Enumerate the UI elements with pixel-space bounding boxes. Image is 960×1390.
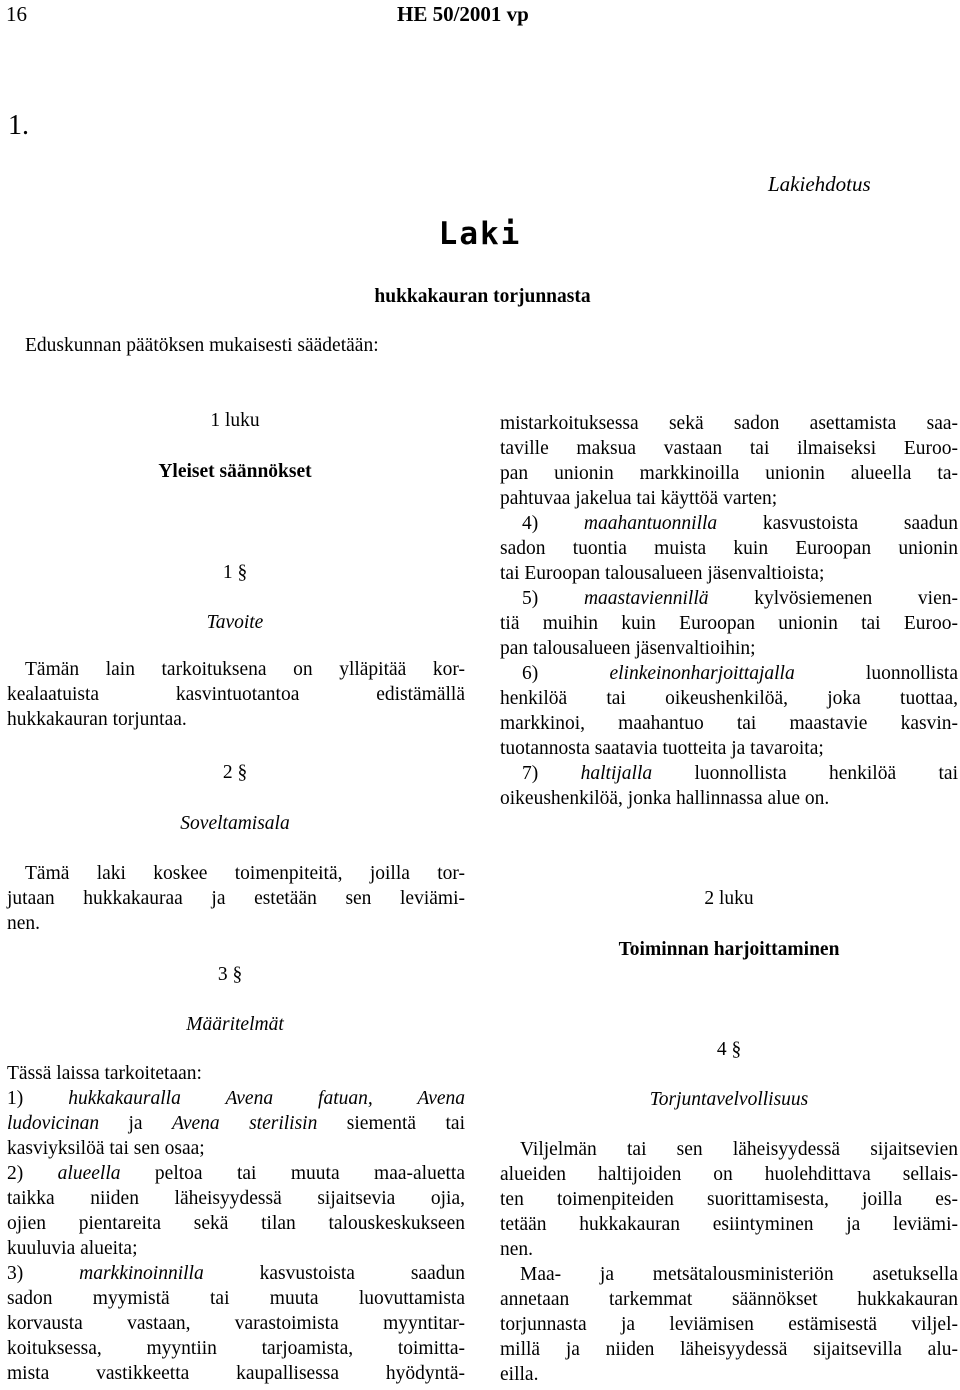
- text-line: ojien pientareita sekä tilan talouskeskukseen: [7, 1213, 465, 1234]
- section-text: [7, 861, 465, 936]
- definition-line: [522, 511, 958, 536]
- defined-term: maastaviennillä: [583, 588, 709, 609]
- text: kylvösiemenen vien-: [708, 588, 959, 609]
- section-number: 1 §: [222, 562, 248, 583]
- definitions-continued: [500, 411, 958, 811]
- section-text: [500, 1137, 958, 1387]
- text-line: tiä muihin kuin Euroopan unionin tai Euroo-: [500, 613, 958, 634]
- text: 1): [7, 1088, 69, 1109]
- text-line: kuuluvia alueita;: [7, 1238, 138, 1259]
- text-line: koituksessa, myyntiin tarjoamista, toimitta-: [7, 1338, 465, 1359]
- proposal-label: Lakiehdotus: [768, 172, 871, 196]
- text-line: Tässä laissa tarkoitetaan:: [7, 1063, 202, 1084]
- law-subtitle: hukkakauran torjunnasta: [374, 286, 591, 307]
- text: luonnollista: [794, 663, 958, 684]
- defined-term: markkinoinnilla: [79, 1263, 204, 1284]
- definition-line: [522, 761, 958, 786]
- text-line: kasviyksilöä tai sen osaa;: [7, 1138, 205, 1159]
- text-line: markkinoi, maahantuo tai maastavie kasvin-: [500, 713, 958, 734]
- document-id: HE 50/2001 vp: [397, 2, 529, 26]
- text-line: tuotannosta saatavia tuotteita ja tavaroita;: [500, 738, 824, 759]
- definition-line: [7, 1111, 465, 1136]
- text-line: Viljelmän tai sen läheisyydessä sijaitsevien: [520, 1139, 958, 1160]
- text-line: ten toimenpiteiden suorittamisesta, joilla es-: [500, 1189, 958, 1210]
- text-line: pan unionin markkinoilla unionin alueella ta-: [500, 463, 958, 484]
- enactment-clause: Eduskunnan päätöksen mukaisesti säädetään:: [25, 335, 379, 356]
- defined-term: Avena sterilisin: [172, 1113, 318, 1134]
- text: luonnollista henkilöä tai: [652, 763, 958, 784]
- section-title: Torjuntavelvollisuus: [649, 1089, 809, 1110]
- text-line: pahtuvaa jakelua tai käyttöä varten;: [500, 488, 778, 509]
- text-line: tai Euroopan talousalueen jäsenvaltioista;: [500, 563, 825, 584]
- chapter-number: 1 luku: [210, 410, 260, 431]
- text-line: tetään hukkakauran esiintyminen ja leviämi-: [500, 1214, 958, 1235]
- definition-line: [7, 1161, 465, 1186]
- section-title: Määritelmät: [186, 1014, 284, 1035]
- text-line: taville maksua vastaan tai ilmaiseksi Euroo-: [500, 438, 958, 459]
- section-title: Tavoite: [206, 612, 264, 633]
- section-text: [7, 657, 465, 732]
- text: kasvustoista saadun: [203, 1263, 465, 1284]
- text: peltoa tai muuta maa-aluetta: [120, 1163, 465, 1184]
- text: 6): [522, 663, 610, 684]
- text: kasvustoista saadun: [717, 513, 958, 534]
- text-line: mistarkoituksessa sekä sadon asettamista saa-: [500, 413, 958, 434]
- chapter-title: Yleiset säännökset: [158, 461, 312, 482]
- text: 7): [522, 763, 581, 784]
- definition-line: [7, 1261, 465, 1286]
- defined-term: maahantuonnilla: [583, 513, 718, 534]
- text-line: taikka niiden läheisyydessä sijaitsevia ojia,: [7, 1188, 465, 1209]
- text-line: millä ja niiden läheisyydessä sijaitsevilla alu-: [500, 1339, 958, 1360]
- definition-line: [7, 1086, 465, 1111]
- page-number: 16: [6, 2, 27, 26]
- text: 4): [522, 513, 584, 534]
- text-line: korvausta vastaan, varastoimista myyntitar-: [7, 1313, 465, 1334]
- definition-line: [522, 661, 958, 686]
- text-line: henkilöä tai oikeushenkilöä, joka tuottaa,: [500, 688, 958, 709]
- defined-term: alueella: [57, 1163, 121, 1184]
- text: 3): [7, 1263, 80, 1284]
- section-number: 3 §: [217, 964, 243, 985]
- text-line: sadon tuontia muista kuin Euroopan unionin: [500, 538, 958, 559]
- section-text: [7, 1061, 465, 1386]
- section-title: Soveltamisala: [180, 813, 290, 834]
- text-line: alueiden haltijoiden on huolehdittava sellais-: [500, 1164, 958, 1185]
- definition-line: [522, 586, 958, 611]
- text-line: pan talousalueen jäsenvaltioihin;: [500, 638, 756, 659]
- text-line: hukkakauran torjuntaa.: [7, 709, 187, 730]
- text: ja: [99, 1113, 173, 1134]
- text: siementä tai: [317, 1113, 466, 1134]
- text-line: kealaatuista kasvintuotantoa edistämällä: [7, 684, 465, 705]
- chapter-title: Toiminnan harjoittaminen: [618, 939, 840, 960]
- section-number: 2 §: [222, 762, 248, 783]
- defined-term: hukkakauralla Avena fatuan, Avena: [68, 1088, 465, 1109]
- text-line: jutaan hukkakauraa ja estetään sen leviämi-: [7, 888, 465, 909]
- text-line: nen.: [500, 1239, 534, 1260]
- defined-term: elinkeinonharjoittajalla: [609, 663, 795, 684]
- defined-term: haltijalla: [580, 763, 653, 784]
- text-line: nen.: [7, 913, 41, 934]
- text: 2): [7, 1163, 58, 1184]
- section-number: 4 §: [716, 1039, 742, 1060]
- text-line: Tämän lain tarkoituksena on ylläpitää kor-: [25, 659, 465, 680]
- text: 5): [522, 588, 584, 609]
- chapter-number: 2 luku: [704, 888, 754, 909]
- text-line: annetaan tarkemmat säännökset hukkakauran: [500, 1289, 958, 1310]
- text-line: mista vastikkeetta kaupallisessa hyödyntä-: [7, 1363, 465, 1384]
- text-line: Maa- ja metsätalousministeriön asetuksella: [520, 1264, 958, 1285]
- text-line: Tämä laki koskee toimenpiteitä, joilla tor-: [25, 863, 465, 884]
- text-line: torjunnasta ja leviämisen estämisestä viljel-: [500, 1314, 958, 1335]
- text-line: eilla.: [500, 1364, 539, 1385]
- text-line: sadon myymistä tai muuta luovuttamista: [7, 1288, 465, 1309]
- law-title: Laki: [438, 216, 522, 252]
- proposal-number: 1.: [8, 110, 29, 141]
- text-line: oikeushenkilöä, jonka hallinnassa alue on.: [500, 788, 830, 809]
- defined-term: ludovicinan: [7, 1113, 100, 1134]
